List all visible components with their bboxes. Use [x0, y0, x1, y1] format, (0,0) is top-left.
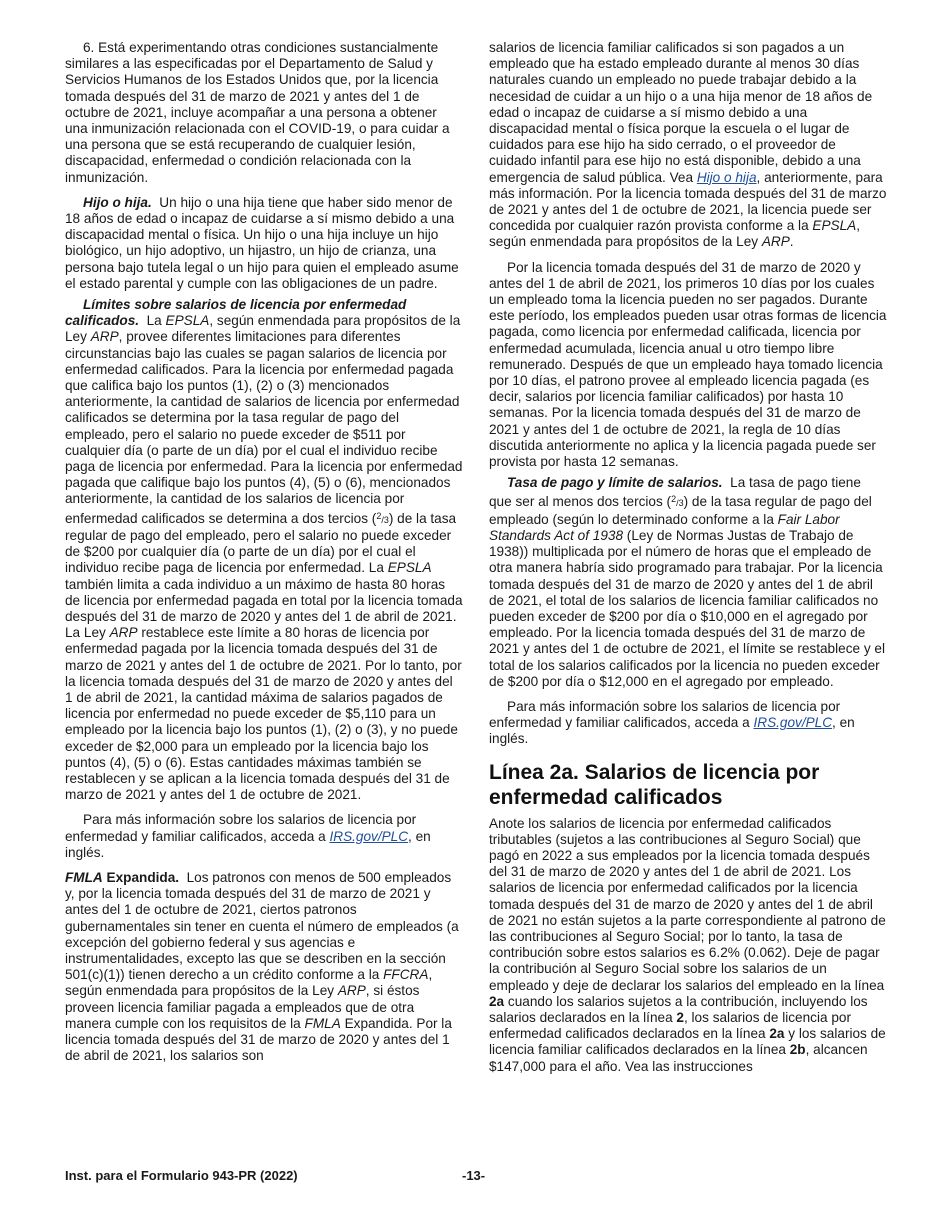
- right-column: [489, 40, 887, 1075]
- ten-days-paragraph: Por la licencia tomada después del 31 de marzo de 2020 y antes del 1 de abril de 2021, los primeros 10 días por los cuales un empleado toma la licencia pueden no ser pagados. Durante este período, los empleados pueden usar otras formas de licencia pagada, como licencia por enfermedad calificada, licencia por enfermedad acumulada, licencia anual u otro tiempo libre remunerado. Después de que un empleado haya tomado licencia por 10 días, el patrono provee al empleado licencia pagada (es decir, salarios por licencia familiar calificados) por hasta 10 semanas. Por la licencia tomada después del 31 de marzo de 2021 y antes del 1 de octubre de 2021, la regla de 10 días discutida anteriormente no aplica y la licencia pagada puede ser provista por hasta 12 semanas.: [489, 259, 887, 470]
- line-ref-2b: 2b: [789, 1042, 806, 1058]
- l2a-text-5: , alcancen $147,000 para el año. Vea las instrucciones: [489, 1042, 868, 1074]
- cont-text-2: , anteriormente, para más información. Por la licencia tomada después del 31 de marzo de 2021 y antes del 1 de octubre de 2021, la licencia puede ser concedida por cualquier razón provista conforme a la: [489, 169, 887, 234]
- irs-plc-link[interactable]: IRS.gov/PLC: [329, 828, 409, 844]
- hijo-o-hija-text: Un hijo o una hija tiene que haber sido menor de 18 años de edad o incapaz de cuidarse a sí mismo debido a una discapacidad mental o física. Un hijo o una hija incluye un hijo biológico, un hijo adoptivo, un hijastro, un hijo de crianza, una persona bajo tutela legal o un hijo para quien el empleado asume el estado parental y cumple con las obligaciones de un padre.: [65, 194, 459, 291]
- footer-page-number: -13-: [462, 1168, 486, 1183]
- line-ref-2a-second: 2a: [769, 1026, 785, 1042]
- cont-text-4: .: [789, 234, 794, 250]
- limites-paragraph: [65, 297, 463, 803]
- line-ref-2a: 2a: [489, 993, 505, 1009]
- cont-epsla-term: EPSLA: [812, 218, 857, 234]
- tasa-fraction-numerator: 2: [671, 494, 677, 505]
- info-paragraph-right: [489, 699, 887, 748]
- fmla-ffcra-term: FFCRA: [383, 967, 429, 983]
- fmla-term: FMLA: [304, 1015, 341, 1031]
- limites-text-3: , provee diferentes limitaciones para diferentes circunstancias bajo las cuales se pagan salarios de licencia por enfermedad calificados. Para la licencia por enfermedad pagada que califica bajo los puntos (1), (2) o (3) mencionados anteriormente, la cantidad de salarios de licencia por enfermedad calificados se determina por la tasa regular de pago del empleado, pero el salario no puede exceder de $511 por cualquier día (o parte de un día) por el cual el individuo recibe paga de licencia por enfermedad. Para la licencia por enfermedad pagada que califique bajo los puntos (4), (5) o (6), mencionados anteriormente, la cantidad de los salarios de licencia por enfermedad calificados se determina a dos tercios (: [65, 329, 463, 526]
- footer-form-name: Inst. para el Formulario 943-PR (2022): [65, 1168, 298, 1183]
- line-2a-paragraph: [489, 816, 887, 1075]
- info-paragraph-left: [65, 812, 463, 861]
- fmla-text-4: Expandida. Por la licencia tomada después del 31 de marzo de 2020 y antes del 1 de abril de 2021, los salarios son: [65, 1015, 452, 1064]
- fmla-paragraph: [65, 870, 463, 1064]
- limites-heading: Límites sobre salarios de licencia por enfermedad calificados.: [65, 297, 407, 329]
- limites-text-6: restablece este límite a 80 horas de licencia por enfermedad pagada por la licencia tomada después del 31 de marzo de 2021 y antes del 1 de octubre de 2021. Por lo tanto, por la licencia tomada después del 31 de marzo de 2020 y antes del 1 de abril de 2021, la cantidad máxima de salarios pagados de licencia por enfermedad no puede exceder de $5,110 para un empleado por la licencia bajo los puntos (1), (2) o (3), y no puede exceder de $2,000 para un empleado por la licencia bajo los puntos (4), (5) o (6). Estas cantidades máximas también se restablecen y se aplican a la licencia tomada después del 31 de marzo de 2021 y antes del 1 de octubre de 2021.: [65, 625, 462, 803]
- line-2a-heading: Línea 2a. Salarios de licencia por enfermedad calificados: [489, 760, 820, 809]
- tasa-flsa-term: Fair Labor Standards Act of 1938: [489, 511, 840, 543]
- cont-text-1: salarios de licencia familiar calificados si son pagados a un empleado que ha estado empleado durante al menos 30 días naturales cuando un empleado no puede trabajar debido a la necesidad de cuidar a un hijo o a una hija menor de 18 años de edad o incapaz de cuidarse a sí mismo debido a una discapacidad mental o física porque la escuela o el lugar de cuidados para ese hijo ha sido cerrado, o el proveedor de cuidado infantil para ese hijo no está disponible, debido a una emergencia de salud pública. Vea: [489, 40, 873, 185]
- limites-text-5: también limita a cada individuo a un máximo de hasta 80 horas de licencia por enfermedad pagada en total por la licencia tomada después del 31 de marzo de 2020 y antes del 1 de abril de 2021. La Ley: [65, 576, 463, 641]
- hijo-o-hija-heading: Hijo o hija.: [83, 194, 152, 210]
- tasa-text-2: ) de la tasa regular de pago del empleado (según lo determinado conforme a la: [489, 494, 872, 527]
- l2a-text-1: Anote los salarios de licencia por enfermedad calificados tributables (sujetos a las contribuciones al Seguro Social) que pagó en 2022 a sus empleados por la licencia tomada después del 31 de marzo de 2020 y antes del 1 de abril de 2021. Los salarios de licencia por enfermedad calificados por la licencia tomada después del 31 de marzo de 2020 y antes del 1 de abril de 2021 no están sujetos a la parte correspondiente al patrono de las contribuciones al Seguro Social; por lo tanto, la tasa de contribución sobre estos salarios es 6.2% (0.062). Deje de pagar la contribución al Seguro Social sobre los salarios de un empleado y deje de declarar los salarios del empleado en la línea: [489, 815, 886, 993]
- tasa-paragraph: [489, 475, 887, 690]
- l2a-text-3: , los salarios de licencia por enfermedad calificados declarados en la línea: [489, 1009, 851, 1042]
- fmla-text-1: Los patronos con menos de 500 empleados y, por la licencia tomada después del 31 de marzo de 2021 y antes del 1 de octubre de 2021, ciertos patronos gubernamentales sin tener en cuenta el número de empleados (a excepción del gobierno federal y sus agencias e instrumentalidades, excepto las que se describen en la sección 501(c)(1)) tienen derecho a un crédito conforme a la: [65, 869, 459, 983]
- l2a-text-2: cuando los salarios sujetos a la contribución, incluyendo los salarios declarados en la línea: [489, 993, 868, 1025]
- left-column: [65, 40, 463, 1064]
- fraction-denominator: /3: [381, 514, 389, 525]
- hijo-o-hija-paragraph: [65, 195, 463, 292]
- limites-text-1: La: [146, 313, 162, 329]
- cont-arp-term: ARP: [761, 234, 790, 250]
- info-text-right: Para más información sobre los salarios de licencia por enfermedad y familiar calificados, acceda a: [489, 698, 841, 731]
- info-text-end: , en inglés.: [65, 828, 431, 860]
- tasa-heading: Tasa de pago y límite de salarios.: [507, 475, 723, 491]
- line-ref-2: 2: [676, 1009, 684, 1025]
- fmla-heading: Expandida.: [106, 869, 180, 885]
- limites-epsla-term: EPSLA: [165, 313, 210, 329]
- cont-text-3: , según enmendada para propósitos de la Ley: [489, 218, 861, 250]
- tasa-text-1: La tasa de pago tiene que ser al menos dos tercios (: [489, 475, 861, 510]
- limites-text-4: ) de la tasa regular de pago del empleado, pero el salario no puede exceder de $200 por cualquier día (o parte de un día) por el cual el individuo recibe paga de licencia por enfermedad. La: [65, 510, 457, 576]
- continuation-paragraph: [489, 40, 887, 251]
- tasa-fraction-denominator: /3: [676, 498, 684, 509]
- limites-arp-term-2: ARP: [109, 625, 138, 641]
- hijo-o-hija-link[interactable]: Hijo o hija: [696, 169, 757, 185]
- l2a-text-4: y los salarios de licencia familiar calificados declarados en la línea: [489, 1026, 886, 1058]
- limites-epsla-term-2: EPSLA: [387, 560, 432, 576]
- fmla-text-3: , si éstos proveen licencia familiar pagada a empleados que de otra manera cumple con los requisitos de la: [65, 983, 420, 1031]
- limites-arp-term: ARP: [90, 329, 119, 345]
- fmla-arp-term: ARP: [337, 983, 366, 999]
- info-text: Para más información sobre los salarios de licencia por enfermedad y familiar calificados, acceda a: [65, 812, 417, 844]
- item-6-paragraph: 6. Está experimentando otras condiciones sustancialmente similares a las especificadas por el Departamento de Salud y Servicios Humanos de los Estados Unidos que, por la licencia tomada después del 31 de marzo de 2021 y antes del 1 de octubre de 2021, incluye acompañar a una persona a obtener una inmunización relacionada con el COVID-19, o para cuidar a una persona que se está recuperando de cualquier lesión, discapacidad, enfermedad o condición relacionada con la inmunización.: [65, 40, 450, 185]
- limites-text-2: , según enmendada para propósitos de la Ley: [65, 313, 461, 345]
- fmla-text-2: , según enmendada para propósitos de la Ley: [65, 967, 433, 999]
- tasa-text-3: (Ley de Normas Justas de Trabajo de 1938)) multiplicada por el número de horas que el empleado de otra manera habría sido programado para trabajar. Por la licencia tomada después del 31 de marzo de 2020 y antes del 1 de abril de 2021, el total de los salarios de licencia familiar calificados no pueden exceder de $200 por día o $10,000 en el agregado por empleado. Por la licencia tomada después del 31 de marzo de 2021 y antes del 1 de octubre de 2021, el límite se restablece y el total de los salarios calificados por la licencia no pueden exceder de $200 por día o $12,000 en el agregado por empleado.: [489, 527, 885, 689]
- fraction-numerator: 2: [376, 510, 382, 521]
- info-text-right-end: , en inglés.: [489, 715, 855, 747]
- fmla-heading-term: FMLA: [65, 869, 103, 885]
- irs-plc-link-right[interactable]: IRS.gov/PLC: [753, 715, 833, 731]
